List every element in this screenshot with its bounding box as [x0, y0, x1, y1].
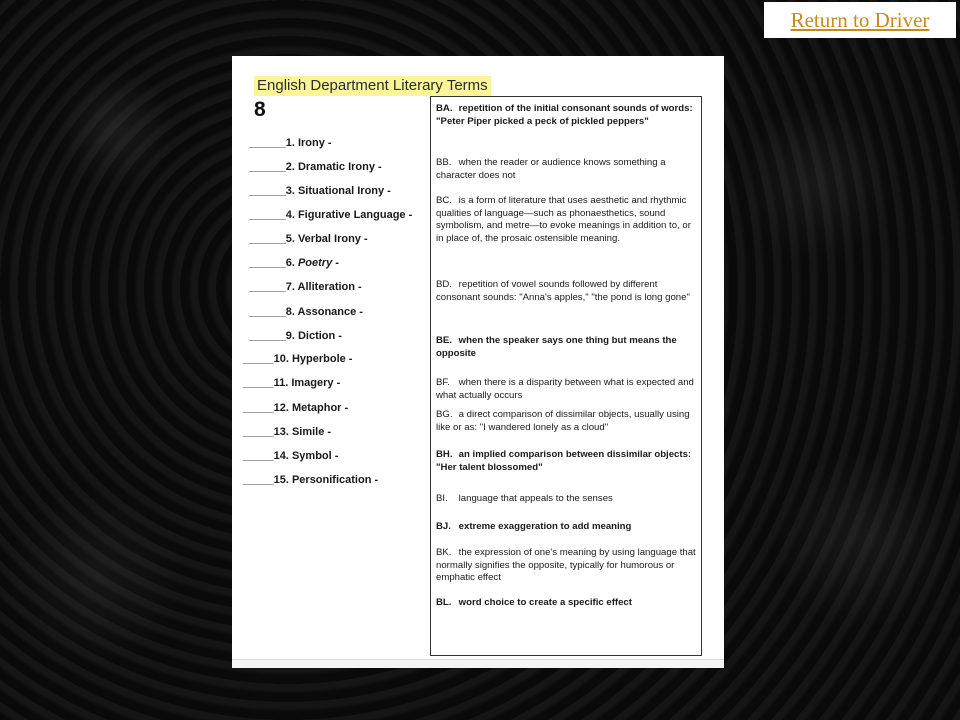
term-item: _____12. Metaphor - [243, 402, 349, 414]
definition-item: BE. when the speaker says one thing but means the opposite [436, 335, 677, 359]
definition-item: BH. an implied comparison between dissimilar objects: "Her talent blossomed" [436, 449, 692, 473]
term-item: _____14. Symbol - [243, 450, 339, 462]
term-item: ______3. Situational Irony - [249, 185, 391, 197]
definition-item: BI. language that appeals to the senses [436, 493, 613, 504]
definition-item: BD. repetition of vowel sounds followed by different consonant sounds: "Anna's apples," "the pond is long gone" [436, 279, 690, 303]
definitions-box [430, 96, 702, 656]
definition-item: BF. when there is a disparity between what is expected and what actually occurs [436, 377, 694, 401]
document-page [232, 56, 724, 668]
definition-item: BA. repetition of the initial consonant sounds of words: "Peter Piper picked a peck of pickled peppers" [436, 103, 693, 127]
term-item: ______7. Alliteration - [249, 281, 362, 293]
term-item: ______8. Assonance - [249, 306, 363, 318]
definition-item: BC. is a form of literature that uses aesthetic and rhythmic qualities of language—such as phonaesthetics, sound symbolism, and metre—to evoke meanings in addition to, or in place of, the prosaic ostensible meaning. [436, 195, 691, 244]
definition-item: BG. a direct comparison of dissimilar objects, usually using like or as: "I wandered lonely as a cloud" [436, 409, 690, 433]
term-item: _____10. Hyperbole - [243, 353, 353, 365]
definition-item: BL. word choice to create a specific effect [436, 597, 632, 608]
term-item: ______4. Figurative Language - [249, 209, 413, 221]
term-item: _____13. Simile - [243, 426, 332, 438]
document-footer-bar [232, 659, 724, 668]
term-item: ______6. Poetry - [249, 257, 339, 269]
document-number: 8 [254, 98, 266, 121]
definition-item: BK. the expression of one's meaning by using language that normally signifies the opposite, typically for humorous or emphatic effect [436, 547, 696, 583]
definition-item: BJ. extreme exaggeration to add meaning [436, 521, 632, 532]
term-item: _____11. Imagery - [243, 377, 341, 389]
return-to-driver-link[interactable]: Return to Driver [764, 2, 956, 38]
term-item: ______5. Verbal Irony - [249, 233, 368, 245]
term-item: ______2. Dramatic Irony - [249, 161, 382, 173]
definition-item: BB. when the reader or audience knows something a character does not [436, 157, 666, 181]
term-item: ______9. Diction - [249, 330, 342, 342]
document-title: English Department Literary Terms [254, 76, 491, 96]
term-item: ______1. Irony - [249, 137, 332, 149]
term-item: _____15. Personification - [243, 474, 379, 486]
